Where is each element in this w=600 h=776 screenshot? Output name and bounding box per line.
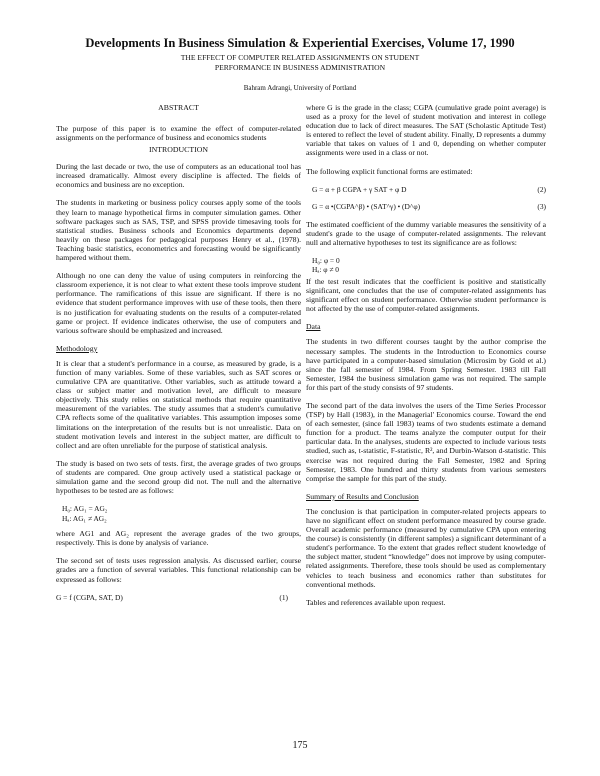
equation-1-body: G = f (CGPA, SAT, D) (56, 592, 123, 602)
left-column (56, 103, 301, 610)
equation-2-body: G = α + β CGPA + γ SAT + φ D (312, 184, 407, 194)
methodology-paragraph-3: where AG1 and AG₂ represent the average grades of the two groups, respectively. This is done by analysis of variance. (56, 529, 301, 548)
right-paragraph-5: The students in two different courses taught by the author comprise the necessary samples. The students in the Introduction to Economics course have participated in a computer-based simulation (Microsim by Gold et al.) since the fall semester of 1984. From Spring Semester. 1983 till Fall Semester, 1984 the business simulation game was not required. The sample for this part of the study consists of 97 students. (306, 337, 546, 392)
methodology-paragraph-1: It is clear that a student's performance in a course, as measured by grade, is a function of many variables. Some of these variables, such as SAT scores or cumulative CPA are quantitative. Other variables, such as attitude toward a class or subject matter and motivation level, are difficult to measure objectively. This study relies on statistical methods that require quantitative measurement of the variables. The study assumes that a student's cumulative CPA reflects some of the qualitative variables. This assumption imposes some limitations on the interpretation of the results but is not unrealistic. Data on student motivation levels and interest in the subject matter, are difficult to collect and are often unreliable for the purpose of statistical analysis. (56, 358, 301, 450)
intro-paragraph-1: During the last decade or two, the use of computers as an educational tool has increased dramatically. Almost every discipline is affected. The fields of economics and business are no exception. (56, 162, 301, 190)
alternative-hypothesis: Hₐ: AG₁ ≠ AG₂ (62, 513, 107, 523)
right-paragraph-1: where G is the grade in the class; CGPA (cumulative grade point average) is used as a proxy for the level of student motivation and interest in college education due to lack of direct measures. The SAT (Scholastic Aptitude Test) is entered to reflect the level of student ability. Finally, D represents a dummy variable that takes on values of 1 and 0, depending on whether computer assignments were used in a class or not. (306, 103, 546, 158)
equation-3 (312, 202, 546, 212)
methodology-paragraph-4: The second set of tests uses regression analysis. As discussed earlier, course grades are a function of several variables. This functional relationship can be expressed as follows: (56, 556, 301, 584)
intro-paragraph-3: Although no one can deny the value of using computers in reinforcing the classroom experience, it is not clear to what extent these tools improve student performance. The ramifications of this issue are significant. If there is no evidence that student performance improves with use of these tools, then there is no justification for evaluating students on the results of a computer-related game or project. If evidence indicates otherwise, the use of computers and various software should be emphasized and increased. (56, 271, 301, 335)
journal-title: Developments In Business Simulation & Experiential Exercises, Volume 17, 1990 (85, 36, 515, 50)
equation-3-number: (3) (537, 202, 546, 212)
intro-heading: INTRODUCTION (149, 145, 208, 155)
equation-2-number: (2) (537, 184, 546, 194)
summary-heading: Summary of Results and Conclusion (306, 491, 419, 501)
null-hypothesis: H₀: AG₁ = AG₂ (62, 504, 108, 514)
right-column (306, 103, 546, 616)
right-paragraph-2: The following explicit functional forms are estimated: (306, 166, 473, 176)
right-paragraph-7: The conclusion is that participation in computer-related projects appears to have no significant effect on student performance measured by course grade. Overall academic performance (measured by cumulative CPA upon entering the course) is consistently (in different samples) a significant determinant of a student's performance. To the extent that grades reflect student knowledge of the subject matter, student “knowledge” does not improve by using computer-related assignments. Therefore, these tools should be used as complementary vehicles to teach business and economics rather than substitutes for conventional methods. (306, 506, 546, 589)
abstract-heading: ABSTRACT (158, 103, 199, 112)
right-paragraph-4: If the test result indicates that the coefficient is positive and statistically significant, one concludes that the use of computer-related assignments has significant effect on student performance. Otherwise student performance is not affected by the use of computer-related assignments. (306, 276, 546, 314)
dummy-hypotheses (306, 256, 546, 275)
right-paragraph-6: The second part of the data involves the users of the Time Series Processor (TSP) by Hall (1983), in the Managerial' Economics course. Toward the end of each semester, (since fall 1983) teams of two students estimate a demand function for a product. The teams analyze the computer output for their particular data. In the analyses, students are expected to include various tests studied, such as, t-statistic, F-statistic, R², and Durbin-Watson d-statistic. This exercise was not required during the Fall Semester, 1982 and Spring Semester, 1983. One hundred and thirty students from various semesters comprise the sample for this part of the study. (306, 400, 546, 483)
dummy-alt-hypothesis: Hₐ: φ ≠ 0 (312, 265, 339, 275)
methodology-heading: Methodology (56, 343, 98, 353)
author: Bahram Adrangi, University of Portland (243, 84, 357, 92)
intro-paragraph-2: The students in marketing or business policy courses apply some of the tools they learn to manage hypothetical firms in computer simulation games. Other software packages such as SAS, TSP, and SPSS provide timesaving tools for statistical studies. Business schools and Economics departments depend heavily on these packages for pedagogical purposes Henry et al., (1978). Teaching basic statistics, econometrics and forecasting would be significantly hampered without them. (56, 198, 301, 263)
equation-1-number: (1) (279, 592, 288, 602)
hypotheses (56, 504, 301, 523)
paper-title-line2: PERFORMANCE IN BUSINESS ADMINISTRATION (214, 63, 386, 72)
right-paragraph-3: The estimated coefficient of the dummy variable measures the sensitivity of a student's grade to the usage of computer-related assignments. The relevant null and alternative hypotheses to test its significance are as follows: (306, 219, 546, 247)
data-heading: Data (306, 322, 321, 332)
paper-title-line1: THE EFFECT OF COMPUTER RELATED ASSIGNMENTS ON STUDENT (180, 53, 420, 62)
dummy-null-hypothesis: H₀: φ = 0 (312, 255, 340, 265)
page-number: 175 (292, 740, 308, 751)
right-paragraph-8: Tables and references available upon request. (306, 597, 446, 607)
equation-1 (56, 593, 288, 603)
abstract-text: The purpose of this paper is to examine the effect of computer-related assignments on the performance of business and economics students (56, 124, 301, 143)
methodology-paragraph-2: The study is based on two sets of tests. first, the average grades of two groups of students are compared. One group actively used a statistical package or simulation game and the second group did not. The null and the alternative hypotheses to be tested are as follows: (56, 458, 301, 496)
equation-3-body: G = α •(CGPA^β) • (SAT^γ) • (D^φ) (312, 202, 421, 212)
equation-2 (312, 185, 546, 195)
